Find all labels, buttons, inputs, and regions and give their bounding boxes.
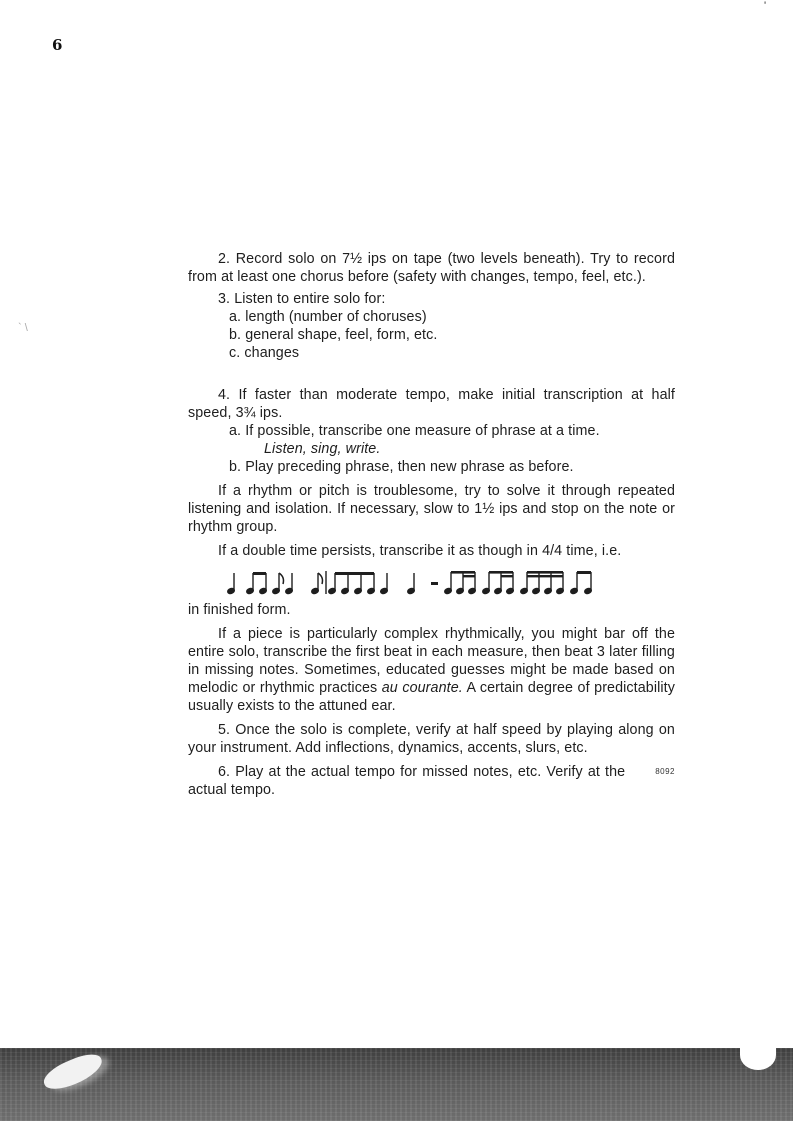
rhythm-notation-graphic	[226, 567, 646, 597]
step-3-item-a: a. length (number of choruses)	[229, 309, 427, 325]
eighth-note-pair	[570, 571, 593, 595]
step-4-intro: 4. If faster than moderate tempo, make initial transcription at half speed, 3¾ ips.	[188, 387, 675, 421]
sixteenth-group	[482, 571, 515, 595]
document-body	[188, 250, 675, 799]
step-4-item-a-continuation: Listen, sing, write.	[264, 441, 381, 457]
scan-speck: ` \	[18, 322, 28, 334]
reference-code: 8092	[655, 767, 675, 776]
step-3-item-b: b. general shape, feel, form, etc.	[229, 327, 438, 343]
eighth-note	[311, 573, 323, 595]
step-2-paragraph: 2. Record solo on 7½ ips on tape (two levels beneath). Try to record from at least one chorus before (safety with changes, tempo, feel, etc.).	[188, 251, 675, 285]
finished-form-line: in finished form.	[188, 602, 291, 618]
scan-speck: '	[764, 0, 767, 12]
complex-rhythm-text: If a piece is particularly complex rhythmically, you might bar off the entire solo, transcribe the first beat in each measure, then beat 3 later filling in missing notes. Sometimes, educated guesses might be made based on melodic or rhythmic practices	[188, 626, 675, 696]
sixteenth-group	[444, 571, 477, 595]
eighth-note-pair	[246, 572, 268, 595]
complex-rhythm-paragraph	[188, 625, 675, 715]
quarter-note	[407, 573, 416, 595]
page-number: 6	[52, 36, 63, 54]
rhythm-example	[226, 565, 675, 599]
eighth-quarter	[272, 573, 294, 595]
au-courante-italic: au courante.	[381, 680, 463, 696]
complex-rhythm-text-end: A certain degree of predictability usually exists to the attuned ear.	[188, 680, 676, 714]
step-3-item-c: c. changes	[229, 345, 300, 361]
eighth-note-run	[328, 572, 389, 595]
step-4-item-a: a. If possible, transcribe one measure of phrase at a time.	[229, 423, 600, 439]
double-time-paragraph: If a double time persists, transcribe it as though in 4/4 time, i.e.	[218, 543, 622, 559]
scan-shadow-strip	[0, 1048, 793, 1121]
troublesome-note-paragraph: If a rhythm or pitch is troublesome, try to solve it through repeated listening and isolation. If necessary, slow to 1½ ips and stop on the note or rhythm group.	[188, 483, 675, 535]
quarter-note	[227, 573, 236, 595]
step-3-intro: 3. Listen to entire solo for:	[218, 291, 386, 307]
step-6-text: 6. Play at the actual tempo for missed notes, etc. Verify at the actual tempo.	[188, 764, 626, 798]
rest-mark	[431, 582, 438, 585]
scan-corner-highlight	[740, 1040, 776, 1070]
step-5-paragraph: 5. Once the solo is complete, verify at half speed by playing along on your instrument. Add inflections, dynamics, accents, slurs, etc.	[188, 722, 675, 756]
step-4-item-b: b. Play preceding phrase, then new phrase as before.	[229, 459, 574, 475]
step-6-paragraph	[188, 763, 675, 799]
sixteenth-group	[520, 571, 565, 595]
